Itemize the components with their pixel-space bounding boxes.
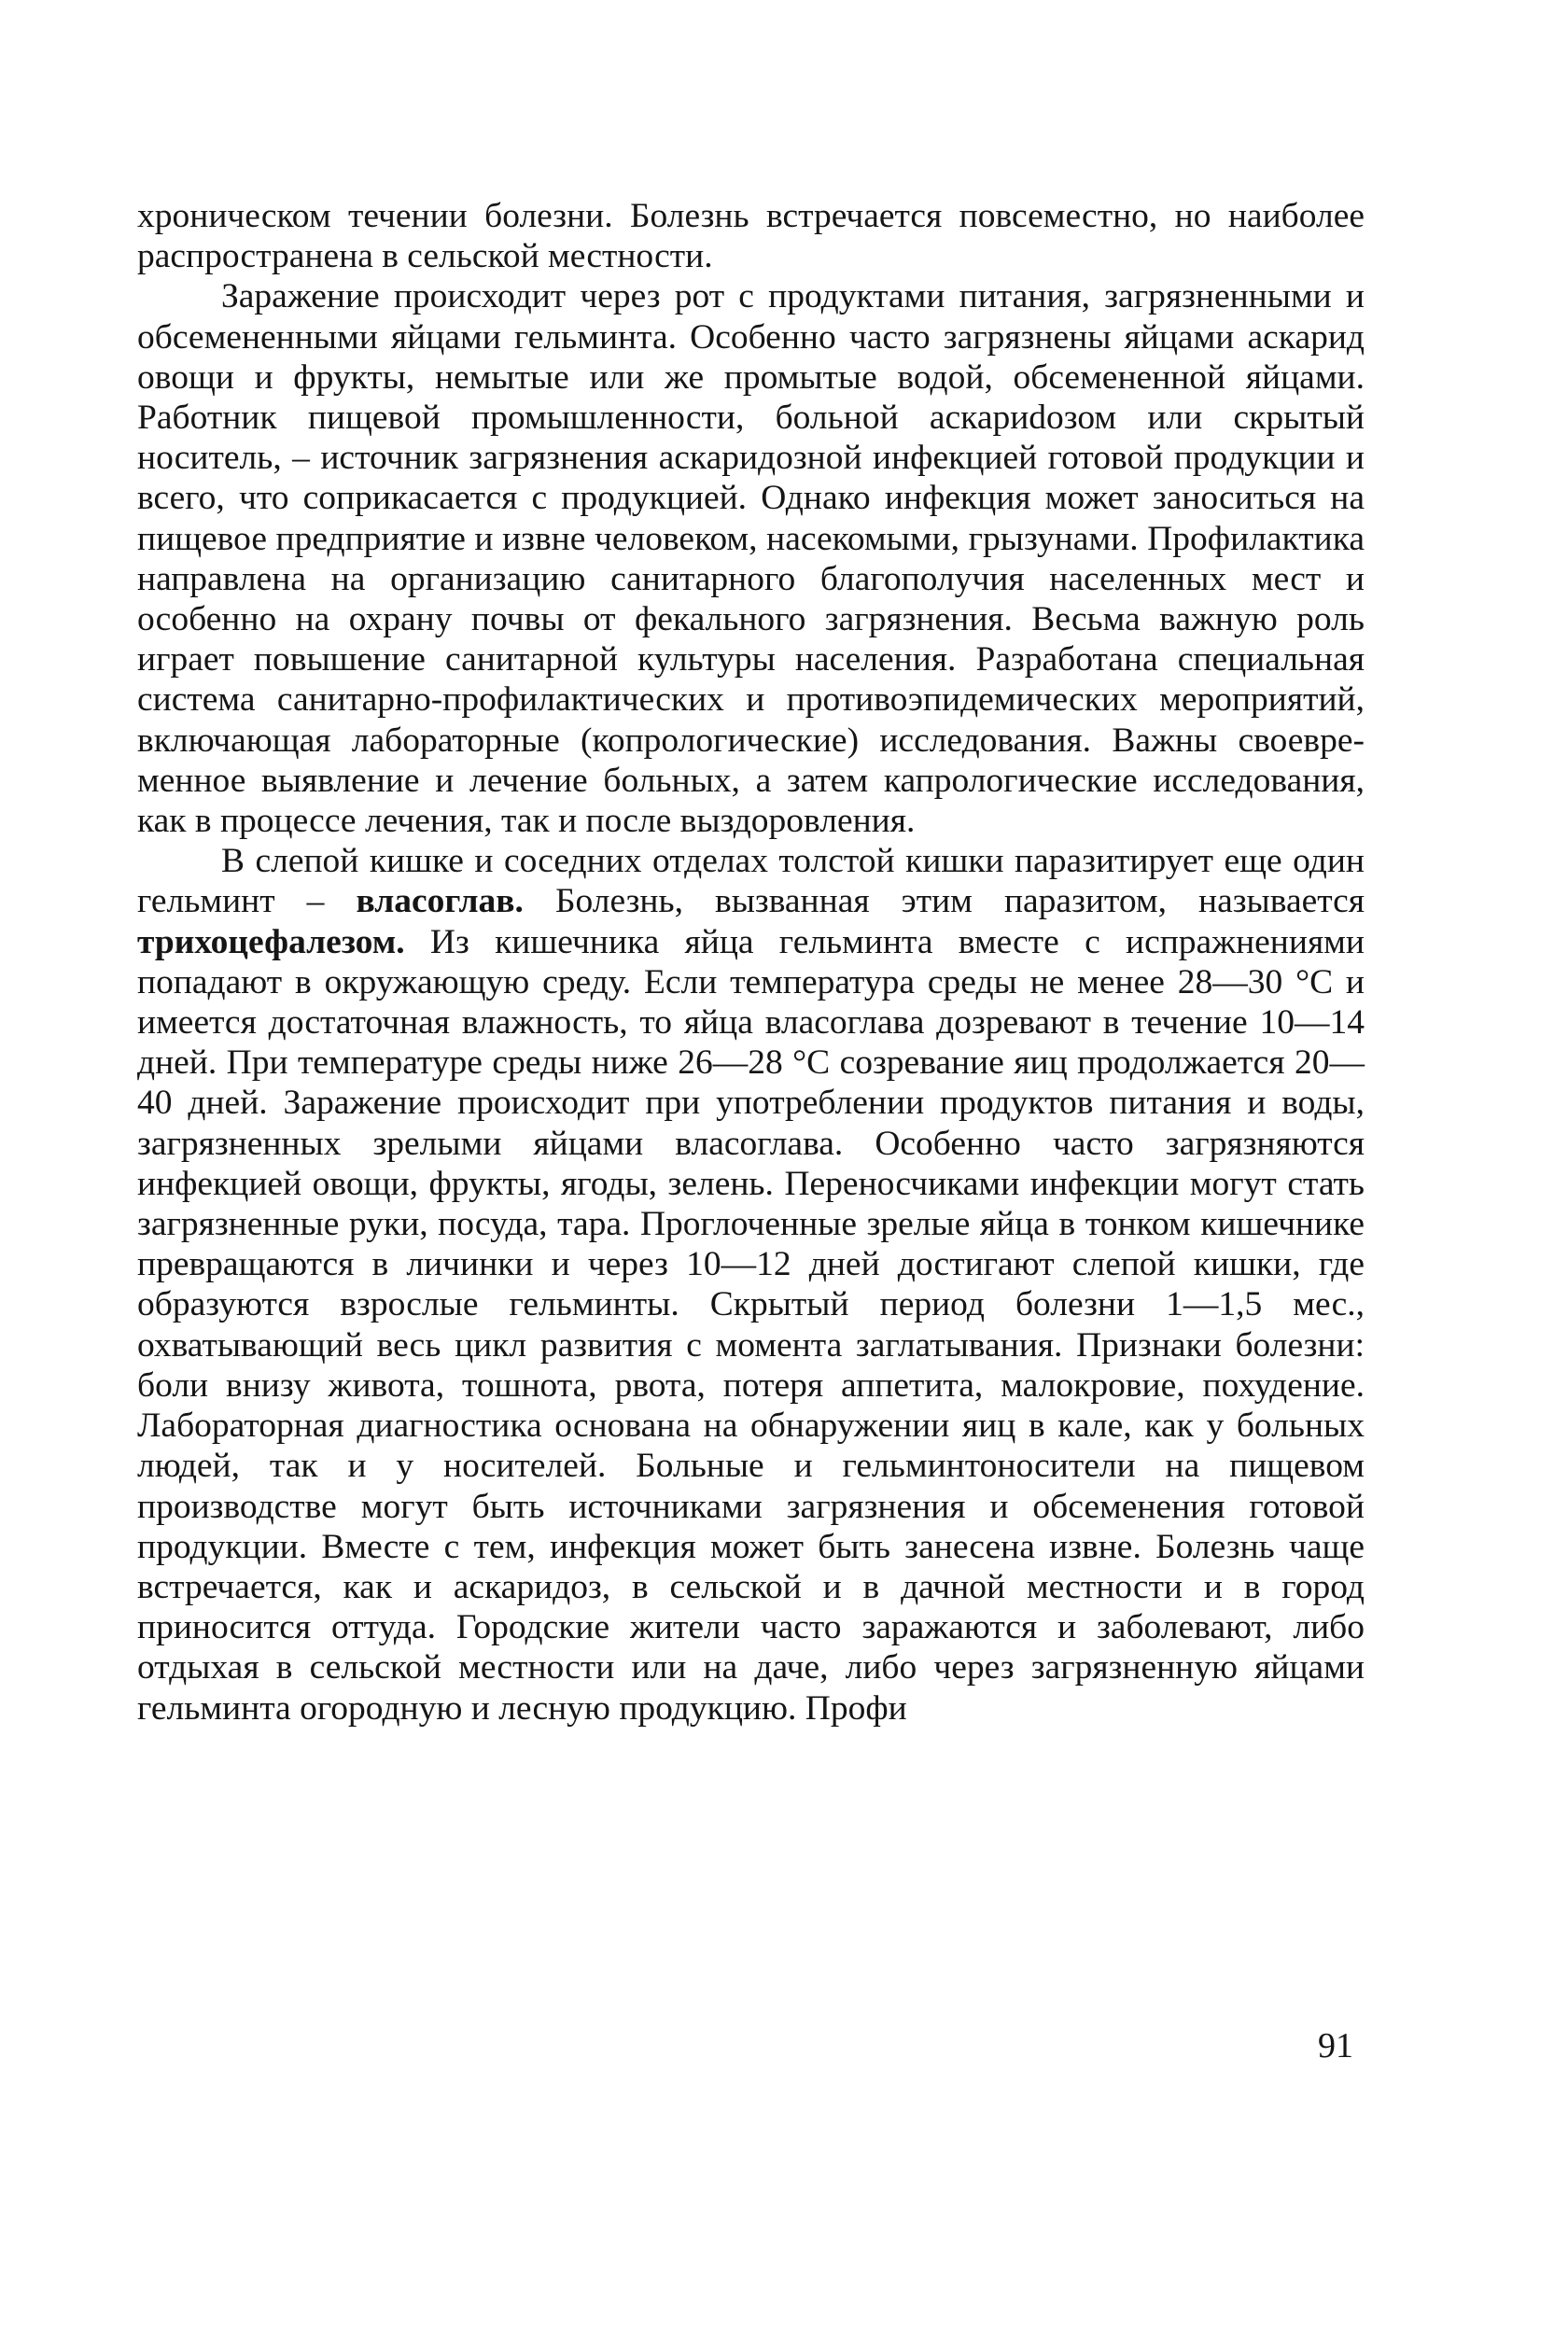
paragraph-2-text: Заражение происходит через рот с продуктами питания, загрязненными и обсемененными яйцами гельминта. Особенно часто загрязнены яйцами аскарид овощи и фрукты, немытые или же промытые водой, обсемененной яйцами. Работник пищевой промышленности, больной аскариdозом или скрытый носитель, – источник загрязнения аскаридозной инфекцией готовой продукции и всего, что соприкасается с продукцией. Однако инфекция может заноситься на пищевое предприятие и извне человеком, насекомыми, грызунами. Профилактика направлена на организацию санитарного благополучия населенных мест и особенно на охрану почвы от фекального загрязнения. Весьма важную роль играет повышение санитарной культуры населения. Разработана специальная система санитарно-профилактических и противоэпидемических мероприятий, включающая лабораторные (копрологические) исследования. Важны своевременное выявление и лечение больных, а затем капрологические исследования, как в процессе лечения, так и после выздоровления. [137,277,1365,841]
paragraph-2 [137,276,1365,841]
paragraph-1-text: хроническом течении болезни. Болезнь встречается повсеместно, но наиболее распространена в сельской местности. [137,197,1365,276]
paragraph-3-text-a: В слепой кишке и соседних отделах толстой кишки паразитирует еще один гельминт – [137,842,1365,921]
body-text [137,196,1365,1729]
paragraph-3-text-b: Болезнь, вызванная этим паразитом, называется [523,882,1365,921]
paragraph-3-text-c: Из кишечника яйца гельминта вместе с испражнениями попадают в окружающую среду. Если температура среды не менее 28—30 °С и имеется достаточная влажность, то яйца власоглава дозревают в течение 10—14 дней. При температуре среды ниже 26—28 °С созревание яиц продолжается 20—40 дней. Заражение происходит при употреблении продуктов питания и воды, загрязненных зрелыми яйцами власоглава. Особенно часто загрязняются инфекцией овощи, фрукты, ягоды, зелень. Переносчиками инфекции могут стать загрязненные руки, посуда, тара. Проглоченные зрелые яйца в тонком кишечнике превращаются в личинки и через 10—12 дней достигают слепой кишки, где образуются взрослые гельминты. Скрытый период болезни 1—1,5 мес., охватывающий весь цикл развития с момента заглатывания. Признаки болезни: боли внизу живота, тошнота, рвота, потеря аппетита, малокровие, похудение. Лабораторная диагностика основана на обнаружении яиц в кале, как у больных людей, так и у носителей. Больные и гельминтоносители на пищевом производстве могут быть источниками загрязнения и обсеменения готовой продукции. Вместе с тем, инфекция может быть занесена извне. Болезнь чаще встречается, как и аскаридоз, в сельской и в дачной местности и в город приносится оттуда. Городские жители часто заражаются и заболевают, либо отдыхая в сельской местности или на даче, либо через загрязненную яйцами гельминта огородную и лесную продукцию. Профи [137,922,1365,1728]
term-vlasoglav: власоглав. [356,882,524,921]
paragraph-3 [137,841,1365,1728]
paragraph-1 [137,196,1365,276]
page-number: 91 [1318,2026,1353,2065]
term-trichocephalosis: трихоцефалезом. [137,922,405,961]
